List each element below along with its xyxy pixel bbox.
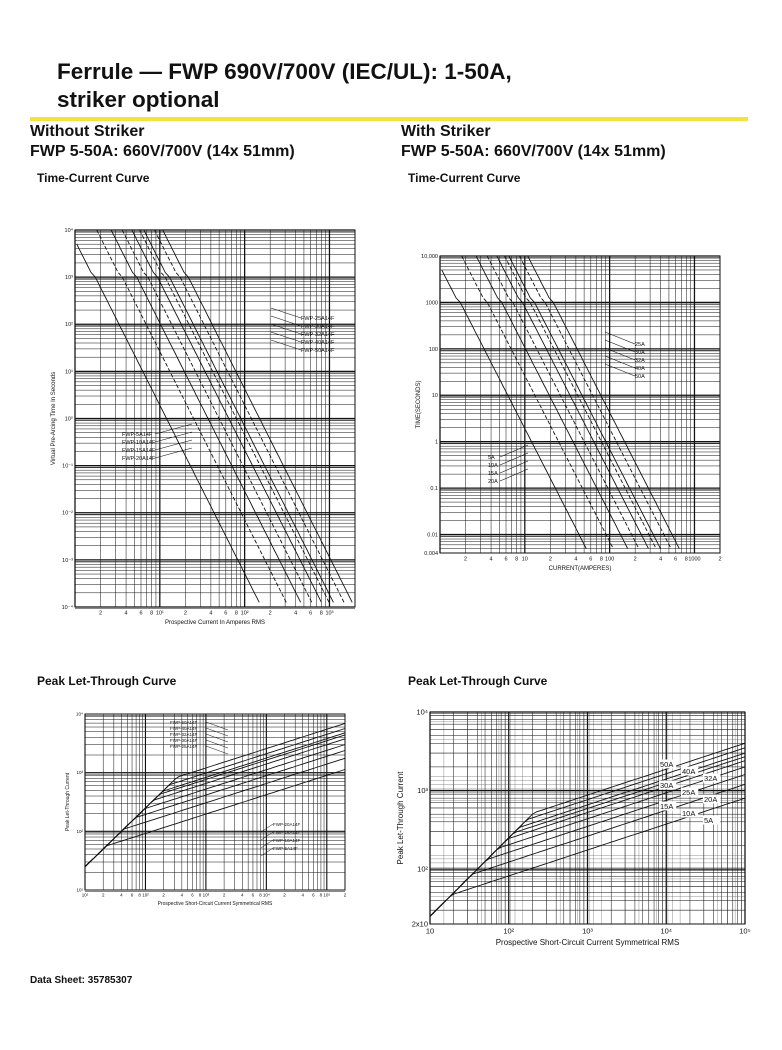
x-tick-label: 4 xyxy=(124,610,128,617)
title-line-2: striker optional xyxy=(57,87,220,112)
x-tick-label: 2 xyxy=(464,556,468,563)
x-axis-label: Prospective Short-Circuit Current Symmetrical RMS xyxy=(495,938,680,947)
legend-label: FWP-40A14F xyxy=(170,726,198,731)
legend-label: FWP-10A14F xyxy=(122,440,156,446)
y-axis-label: Peak Let-Through Current xyxy=(64,772,71,832)
plot-frame xyxy=(85,714,345,890)
legend-label: FWP-5A14F xyxy=(122,432,153,438)
y-tick-label: 10⁻⁴ xyxy=(61,604,73,611)
x-tick-label: 10² xyxy=(240,610,249,617)
x-tick-label: 10 xyxy=(425,926,435,936)
title-line-1: Ferrule — FWP 690V/700V (IEC/UL): 1-50A, xyxy=(57,59,512,84)
x-tick-label: 6 xyxy=(504,556,508,563)
legend-label: FWP-25A14F xyxy=(170,744,198,749)
x-tick-label: 6 xyxy=(251,892,255,898)
legend-label: 40A xyxy=(682,767,696,776)
legend-label: FWP-30A14F xyxy=(301,324,335,330)
x-tick-label: 6 xyxy=(674,556,678,563)
legend-label: 10A xyxy=(488,463,498,469)
x-tick-label: 4 xyxy=(659,556,663,563)
x-tick-label: 10⁴ xyxy=(262,892,270,898)
left-heading: Without Striker xyxy=(30,123,145,140)
left-column-heading xyxy=(30,122,295,162)
x-tick-label: 10¹ xyxy=(155,610,164,617)
x-tick-label: 6 xyxy=(191,892,194,898)
x-tick-label: 10 xyxy=(521,556,528,563)
x-axis-label: Prospective Short-Circuit Current Symmetrical RMS xyxy=(157,901,273,907)
left-tcc-title: Time-Current Curve xyxy=(37,171,150,185)
legend-label: 25A xyxy=(635,342,645,348)
x-tick-label: 2 xyxy=(633,556,637,563)
x-tick-label: 10² xyxy=(503,926,515,936)
plt-with-striker-chart xyxy=(395,706,755,962)
plt-no-striker-chart xyxy=(40,708,360,920)
y-tick-label: 10⁴ xyxy=(76,711,83,717)
legend-label: FWP-5A14F xyxy=(273,846,298,851)
x-tick-label: 8 xyxy=(684,556,688,563)
y-axis-label: Peak Let-Through Current xyxy=(396,771,405,865)
y-tick-label: 10⁴ xyxy=(416,707,428,717)
x-tick-label: 2 xyxy=(101,892,105,898)
right-column-heading xyxy=(401,122,666,162)
y-tick-label: 0.01 xyxy=(427,532,438,539)
y-tick-label: 10¹ xyxy=(65,369,73,376)
x-tick-label: 8 xyxy=(234,610,238,617)
x-axis-label: Prospective Current In Amperes RMS xyxy=(164,620,266,626)
x-tick-label: 4 xyxy=(180,892,184,898)
x-tick-label: 4 xyxy=(574,556,578,563)
legend-label: 50A xyxy=(635,374,645,380)
x-tick-label: 4 xyxy=(241,892,244,898)
legend-label: FWP-15A14F xyxy=(122,448,156,454)
x-tick-label: 6 xyxy=(130,892,134,898)
x-tick-label: 10² xyxy=(142,892,149,898)
x-tick-label: 2 xyxy=(222,892,226,898)
x-tick-label: 4 xyxy=(120,892,123,898)
legend-label: 30A xyxy=(660,781,674,790)
y-tick-label: 0.004 xyxy=(424,550,438,557)
y-tick-label: 10² xyxy=(417,864,428,874)
legend-label: FWP-30A14F xyxy=(170,738,198,743)
x-tick-label: 6 xyxy=(312,892,315,898)
y-tick-label: 10 xyxy=(431,393,438,400)
legend-label: 5A xyxy=(488,455,495,461)
x-tick-label: 8 xyxy=(599,556,603,563)
legend-label: 15A xyxy=(488,471,498,477)
y-tick-label: 10³ xyxy=(65,275,73,282)
x-tick-label: 10³ xyxy=(202,892,210,898)
data-sheet-number: Data Sheet: 35785307 xyxy=(30,975,133,986)
x-tick-label: 10³ xyxy=(582,926,593,936)
legend-label: 10A xyxy=(682,809,696,818)
y-tick-label: 10¹ xyxy=(76,887,83,893)
legend-label: 50A xyxy=(660,760,674,769)
y-tick-label: 10² xyxy=(76,828,83,834)
legend-label: FWP-15A14F xyxy=(273,830,301,835)
x-tick-label: 1000 xyxy=(688,556,701,563)
x-tick-label: 8 xyxy=(150,610,154,617)
x-tick-label: 10³ xyxy=(325,610,334,617)
x-tick-label: 2 xyxy=(162,892,165,898)
tcc-no-striker-chart xyxy=(30,222,370,642)
y-tick-label: 10⁻³ xyxy=(62,557,73,564)
legend-label: FWP-40A14F xyxy=(301,340,335,346)
x-tick-label: 10⁵ xyxy=(323,892,331,898)
y-tick-label: 10³ xyxy=(417,786,428,796)
x-tick-label: 8 xyxy=(319,610,323,617)
legend-label: 32A xyxy=(635,358,645,364)
left-plt-title: Peak Let-Through Curve xyxy=(37,674,177,688)
y-tick-label: 10³ xyxy=(76,770,83,776)
legend-label: FWP-10A14F xyxy=(273,838,301,843)
x-tick-label: 6 xyxy=(589,556,593,563)
title-rule xyxy=(30,117,748,121)
legend-label: 20A xyxy=(488,479,498,485)
y-tick-label: 10² xyxy=(65,322,73,329)
tcc-with-striker-chart xyxy=(405,248,745,583)
x-tick-label: 2 xyxy=(548,556,552,563)
legend-label: 25A xyxy=(682,788,696,797)
page-title xyxy=(57,58,757,114)
legend-label: 15A xyxy=(660,802,674,811)
y-tick-label: 0.1 xyxy=(430,486,438,493)
x-tick-label: 8 xyxy=(138,892,141,898)
x-tick-label: 4 xyxy=(301,892,305,898)
y-tick-label: 10⁻² xyxy=(62,510,73,517)
x-tick-label: 4 xyxy=(209,610,213,617)
y-tick-label: 10,000 xyxy=(421,253,438,260)
y-axis-label: Virtual Pre-Arcing Time In Seconds xyxy=(51,371,58,466)
right-plt-title: Peak Let-Through Curve xyxy=(408,674,548,688)
x-tick-label: 2 xyxy=(718,556,722,563)
x-tick-label: 6 xyxy=(224,610,228,617)
legend-label: 30A xyxy=(635,350,645,356)
x-tick-label: 100 xyxy=(605,556,615,563)
plot-frame xyxy=(440,256,720,553)
legend-label: 5A xyxy=(704,816,714,825)
x-tick-label: 6 xyxy=(139,610,143,617)
right-heading: With Striker xyxy=(401,123,491,140)
x-tick-label: 2 xyxy=(99,610,103,617)
x-tick-label: 8 xyxy=(515,556,519,563)
x-tick-label: 8 xyxy=(319,892,323,898)
y-tick-label: 100 xyxy=(428,346,438,353)
legend-label: FWP-50A14F xyxy=(170,720,198,725)
x-tick-label: 2 xyxy=(268,610,272,617)
legend-label: FWP-20A14F xyxy=(122,456,156,462)
x-tick-label: 4 xyxy=(489,556,493,563)
x-tick-label: 4 xyxy=(294,610,298,617)
right-subheading: FWP 5-50A: 660V/700V (14x 51mm) xyxy=(401,143,666,160)
y-tick-label: 10⁰ xyxy=(64,416,73,423)
legend-label: 20A xyxy=(704,795,718,804)
x-tick-label: 8 xyxy=(198,892,202,898)
y-tick-label: 1 xyxy=(434,439,438,446)
left-subheading: FWP 5-50A: 660V/700V (14x 51mm) xyxy=(30,143,295,160)
y-axis-label: TIME(SECONDS) xyxy=(416,380,423,429)
x-tick-label: 8 xyxy=(259,892,262,898)
legend-label: FWP-20A14F xyxy=(273,822,301,827)
x-tick-label: 10⁴ xyxy=(660,926,673,936)
legend-label: FWP-32A14F xyxy=(301,332,335,338)
x-tick-label: 2 xyxy=(283,892,286,898)
x-tick-label: 6 xyxy=(309,610,313,617)
y-tick-label: 10⁴ xyxy=(64,227,73,234)
x-tick-label: 2 xyxy=(343,892,347,898)
legend-label: 32A xyxy=(704,774,718,783)
x-tick-label: 10⁵ xyxy=(739,926,751,936)
x-axis-label: CURRENT(AMPERES) xyxy=(548,566,612,572)
x-tick-label: 2 xyxy=(183,610,187,617)
x-tick-label: 10¹ xyxy=(81,892,89,898)
legend-label: 40A xyxy=(635,366,645,372)
y-tick-label: 1000 xyxy=(425,300,438,307)
y-tick-label: 2x10 xyxy=(411,919,428,929)
legend-label: FWP-50A14F xyxy=(301,348,335,354)
right-tcc-title: Time-Current Curve xyxy=(408,171,521,185)
legend-label: FWP-32A14F xyxy=(170,732,198,737)
y-tick-label: 10⁻¹ xyxy=(62,463,73,470)
legend-label: FWP-25A14F xyxy=(301,316,335,322)
